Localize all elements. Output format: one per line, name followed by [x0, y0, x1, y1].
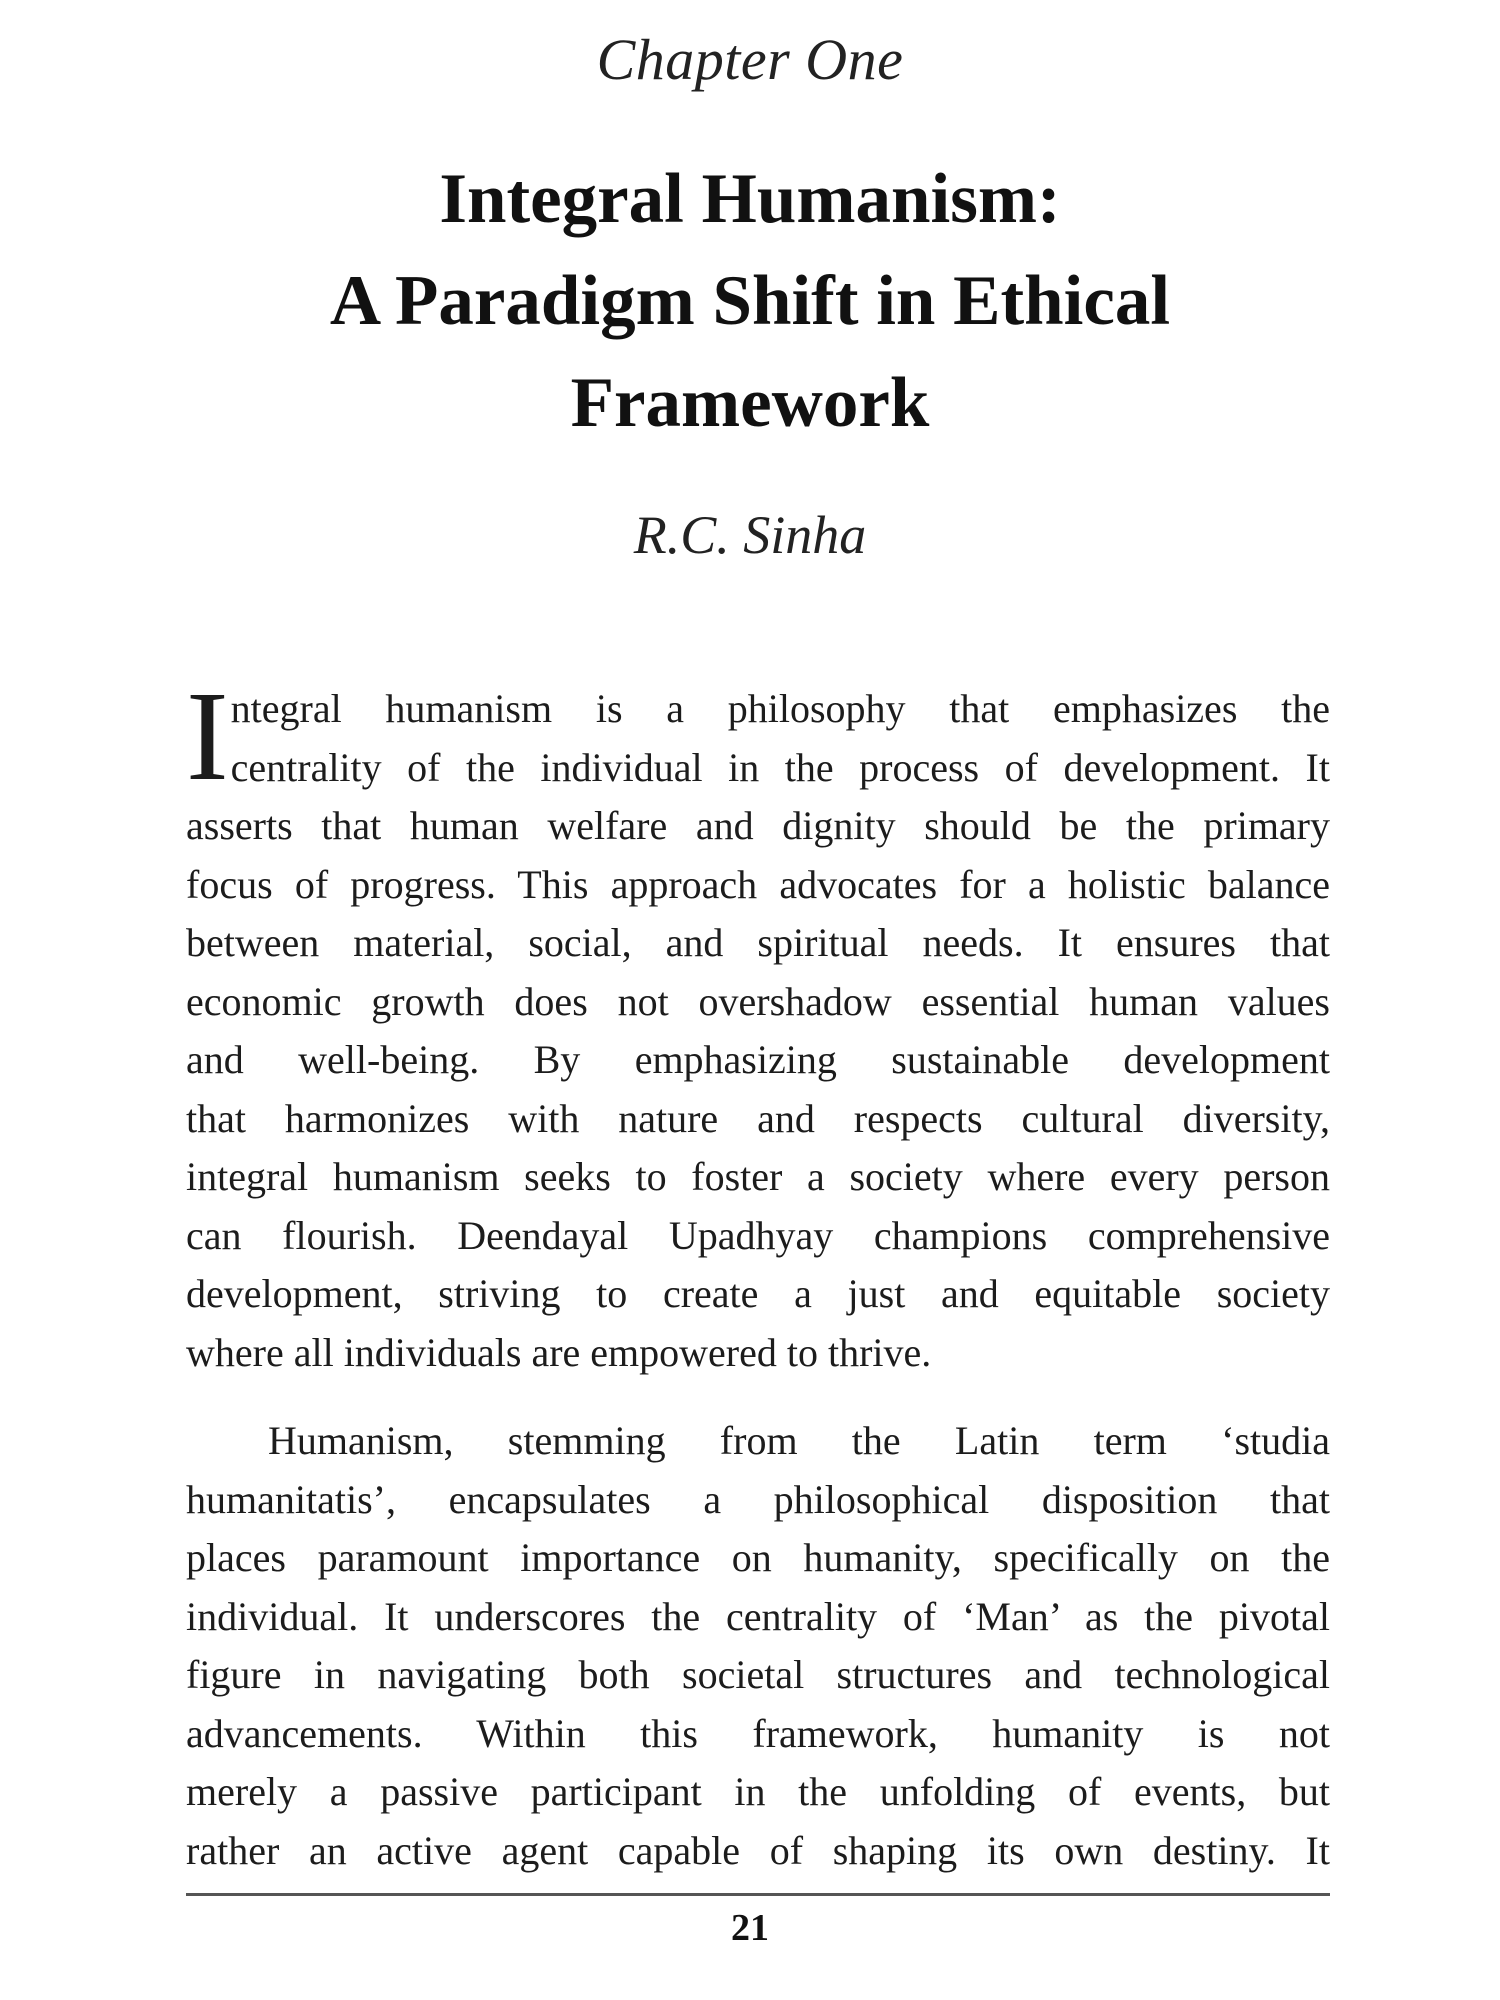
text-line: integral humanism seeks to foster a society where every person: [186, 1154, 1330, 1199]
text-line: places paramount importance on humanity, specifically on the: [186, 1535, 1330, 1580]
body-text: [186, 665, 1330, 1880]
text-line: development, striving to create a just and equitable society: [186, 1271, 1330, 1316]
chapter-title-line: Integral Humanism:: [439, 160, 1061, 238]
author-name: R.C. Sinha: [633, 505, 867, 565]
text-line: that harmonizes with nature and respects cultural diversity,: [186, 1095, 1330, 1141]
paragraph: [186, 1412, 1330, 1880]
text-line: can flourish. Deendayal Upadhyay champions comprehensive: [186, 1212, 1330, 1258]
chapter-title: [150, 148, 1350, 454]
text-line: where all individuals are empowered to thrive.: [186, 1329, 932, 1375]
text-line: economic growth does not overshadow essential human values: [186, 978, 1330, 1024]
text-line: asserts that human welfare and dignity should be the primary: [186, 803, 1330, 848]
text-line: individual. It underscores the centrality of ‘Man’ as the pivotal: [186, 1593, 1330, 1639]
paragraph: [186, 665, 1330, 1382]
text-line: humanitatis’, encapsulates a philosophical disposition that: [186, 1476, 1330, 1522]
text-line: ntegral humanism is a philosophy that emphasizes the: [230, 686, 1330, 731]
text-line: centrality of the individual in the process of development. It: [230, 744, 1330, 790]
text-line: rather an active agent capable of shaping its own destiny. It: [186, 1827, 1330, 1873]
text-line: focus of progress. This approach advocates for a holistic balance: [186, 861, 1330, 907]
chapter-label: Chapter One: [596, 27, 904, 92]
text-line: advancements. Within this framework, humanity is not: [186, 1710, 1330, 1756]
page-number: 21: [731, 1907, 769, 1949]
text-line: Humanism, stemming from the Latin term ‘studia: [268, 1418, 1330, 1463]
text-line: figure in navigating both societal structures and technological: [186, 1652, 1330, 1697]
text-line: merely a passive participant in the unfolding of events, but: [186, 1769, 1330, 1814]
drop-cap: I: [186, 665, 229, 807]
text-line: between material, social, and spiritual needs. It ensures that: [186, 920, 1330, 965]
chapter-title-line: Framework: [570, 364, 930, 442]
chapter-title-line: A Paradigm Shift in Ethical: [329, 262, 1171, 340]
text-line: and well-being. By emphasizing sustainable development: [186, 1037, 1330, 1082]
footer-divider: [186, 1893, 1330, 1896]
